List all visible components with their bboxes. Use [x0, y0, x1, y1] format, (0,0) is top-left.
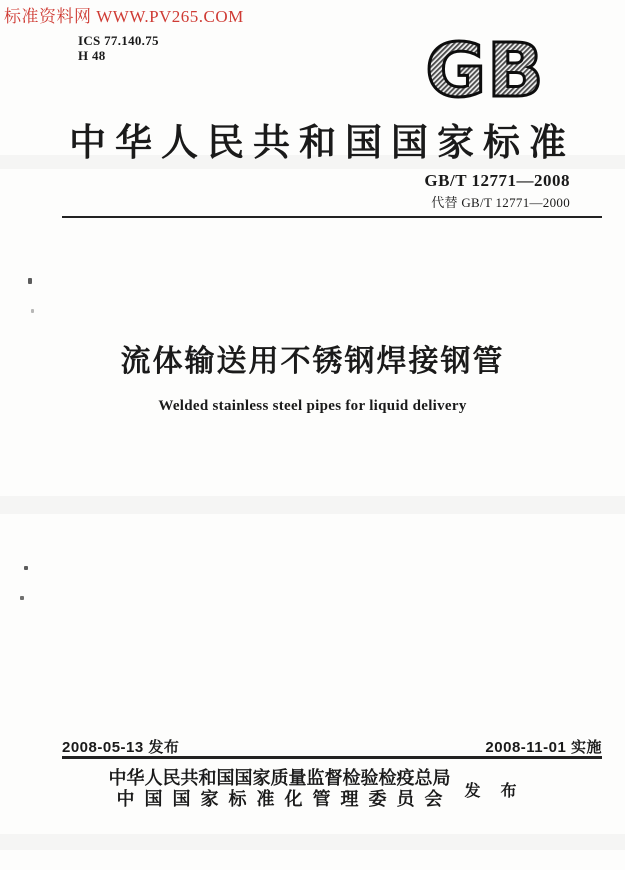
watermark-site-text: 标准资料网 WWW.PV265.COM: [4, 7, 244, 26]
footer-divider-rule: [62, 756, 602, 759]
gb-logo-icon: [415, 32, 555, 108]
dates-row: [62, 736, 602, 757]
standard-number-block: [424, 171, 570, 211]
issuer-line-2: 中国国家标准化管理委员会: [116, 789, 453, 809]
gb-logo-text: GB: [425, 32, 545, 108]
issuer-block: [0, 768, 625, 810]
document-title-english: Welded stainless steel pipes for liquid delivery: [158, 398, 467, 414]
scan-artifact-band: [0, 496, 625, 514]
scan-artifact-band: [0, 834, 625, 850]
scan-speck: [24, 566, 28, 570]
issuer-names: [108, 768, 453, 810]
ics-code: ICS 77.140.75: [78, 33, 159, 48]
scan-speck: [20, 596, 24, 600]
issuer-line-1: 中华人民共和国国家质量监督检验检疫总局: [108, 768, 451, 788]
scan-speck: [31, 309, 34, 313]
doc-class-code: H 48: [78, 48, 106, 63]
implementation-date: 2008-11-01 实施: [485, 739, 602, 756]
header-divider-rule: [62, 216, 602, 218]
national-standard-heading: 中华人民共和国国家标准: [69, 123, 575, 164]
standard-number: GB/T 12771—2008: [424, 171, 570, 190]
scan-speck: [28, 278, 32, 284]
classification-codes: [78, 33, 159, 63]
document-title-chinese: 流体输送用不锈钢焊接钢管: [120, 345, 505, 378]
issue-date: 2008-05-13 发布: [62, 739, 180, 756]
replaces-note: 代替 GB/T 12771—2000: [431, 195, 570, 210]
publish-label: 发 布: [464, 782, 525, 800]
